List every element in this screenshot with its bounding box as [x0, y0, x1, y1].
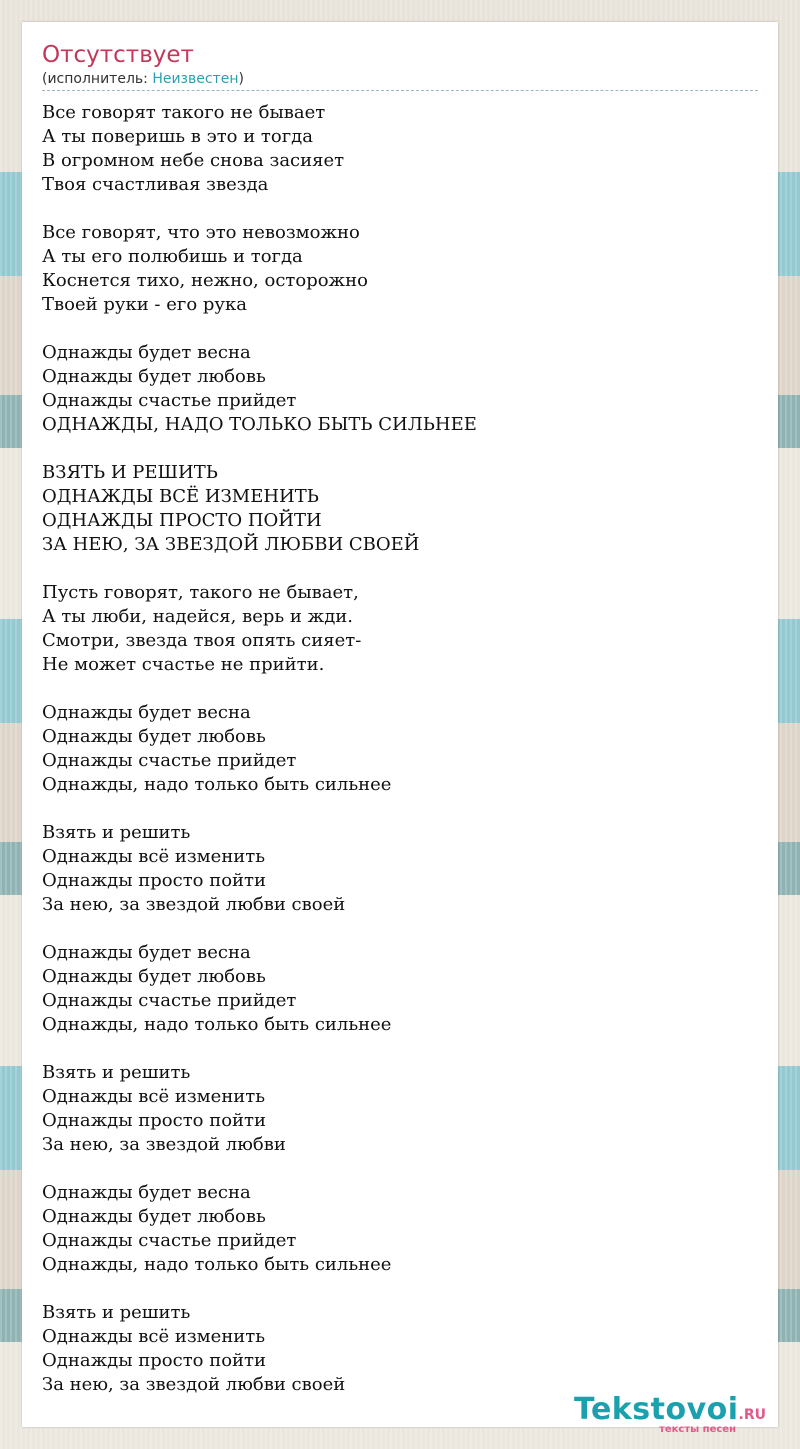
logo-tagline: тексты песен — [659, 1424, 736, 1435]
artist-suffix: ) — [238, 71, 244, 87]
lyric-line: Однажды будет любовь — [42, 1206, 266, 1227]
title-divider — [42, 90, 758, 91]
lyric-line: ВЗЯТЬ И РЕШИТЬ — [42, 462, 218, 483]
lyric-line: Однажды будет любовь — [42, 966, 266, 987]
lyrics-stanza — [42, 101, 477, 197]
lyric-line: Коснется тихо, нежно, осторожно — [42, 270, 368, 291]
lyric-line: За нею, за звездой любви своей — [42, 894, 346, 915]
lyrics-stanza — [42, 341, 477, 437]
lyric-line: Твоя счастливая звезда — [42, 174, 269, 195]
lyrics-stanza — [42, 221, 477, 317]
lyric-line: Однажды всё изменить — [42, 1086, 266, 1107]
logo-wordmark: Tekstovoi — [573, 1392, 739, 1427]
lyric-line: Однажды будет весна — [42, 342, 251, 363]
lyric-line: Твоей руки - его рука — [42, 294, 247, 315]
lyrics-card — [22, 22, 778, 1435]
lyrics-stanza — [42, 1061, 477, 1157]
lyric-line: А ты люби, надейся, верь и жди. — [42, 606, 353, 627]
lyric-line: Однажды просто пойти — [42, 1110, 266, 1131]
lyric-line: ОДНАЖДЫ ПРОСТО ПОЙТИ — [42, 510, 322, 531]
lyric-line: Однажды, надо только быть сильнее — [42, 1254, 392, 1275]
lyrics-stanza — [42, 701, 477, 797]
lyric-line: Смотри, звезда твоя опять сияет- — [42, 630, 362, 651]
lyric-line: За нею, за звездой любви своей — [42, 1374, 346, 1395]
lyrics-stanza — [42, 461, 477, 557]
lyric-line: Взять и решить — [42, 822, 191, 843]
lyric-line: Однажды всё изменить — [42, 846, 266, 867]
artist-line — [42, 70, 244, 88]
artist-prefix: (исполнитель: — [42, 71, 153, 87]
lyric-line: В огромном небе снова засияет — [42, 150, 345, 171]
site-logo[interactable] — [573, 1392, 766, 1435]
lyrics-stanza — [42, 941, 477, 1037]
lyric-line: А ты поверишь в это и тогда — [42, 126, 313, 147]
lyric-line: Однажды, надо только быть сильнее — [42, 1014, 392, 1035]
lyrics-stanza — [42, 1301, 477, 1397]
lyric-line: Однажды, надо только быть сильнее — [42, 774, 392, 795]
lyric-line: Однажды будет весна — [42, 702, 251, 723]
lyric-line: Однажды просто пойти — [42, 1350, 266, 1371]
lyric-line: Все говорят, что это невозможно — [42, 222, 360, 243]
lyric-line: Однажды счастье прийдет — [42, 1230, 297, 1251]
lyric-line: Однажды счастье прийдет — [42, 390, 297, 411]
lyric-line: Однажды счастье прийдет — [42, 990, 297, 1011]
lyric-line: Однажды просто пойти — [42, 870, 266, 891]
artist-link[interactable]: Неизвестен — [152, 71, 239, 87]
lyrics-stanza — [42, 581, 477, 677]
lyric-line: ОДНАЖДЫ ВСЁ ИЗМЕНИТЬ — [42, 486, 319, 507]
lyric-line: ЗА НЕЮ, ЗА ЗВЕЗДОЙ ЛЮБВИ СВОЕЙ — [42, 534, 420, 555]
lyric-line: Однажды будет любовь — [42, 366, 266, 387]
lyric-line: Взять и решить — [42, 1302, 191, 1323]
lyrics-stanza — [42, 1181, 477, 1277]
lyric-line: А ты его полюбишь и тогда — [42, 246, 303, 267]
lyric-line: Однажды будет любовь — [42, 726, 266, 747]
lyrics-stanza — [42, 821, 477, 917]
lyric-line: Однажды будет весна — [42, 1182, 251, 1203]
lyrics-text — [42, 101, 477, 1421]
lyric-line: Однажды счастье прийдет — [42, 750, 297, 771]
lyric-line: ОДНАЖДЫ, НАДО ТОЛЬКО БЫТЬ СИЛЬНЕЕ — [42, 414, 477, 435]
lyric-line: За нею, за звездой любви — [42, 1134, 286, 1155]
lyric-line: Однажды всё изменить — [42, 1326, 266, 1347]
lyric-line: Все говорят такого не бывает — [42, 102, 326, 123]
lyric-line: Пусть говорят, такого не бывает, — [42, 582, 359, 603]
lyric-line: Взять и решить — [42, 1062, 191, 1083]
lyric-line: Не может счастье не прийти. — [42, 654, 325, 675]
logo-domain-suffix: .RU — [738, 1407, 766, 1423]
lyric-line: Однажды будет весна — [42, 942, 251, 963]
song-title: Отсутствует — [42, 42, 194, 68]
